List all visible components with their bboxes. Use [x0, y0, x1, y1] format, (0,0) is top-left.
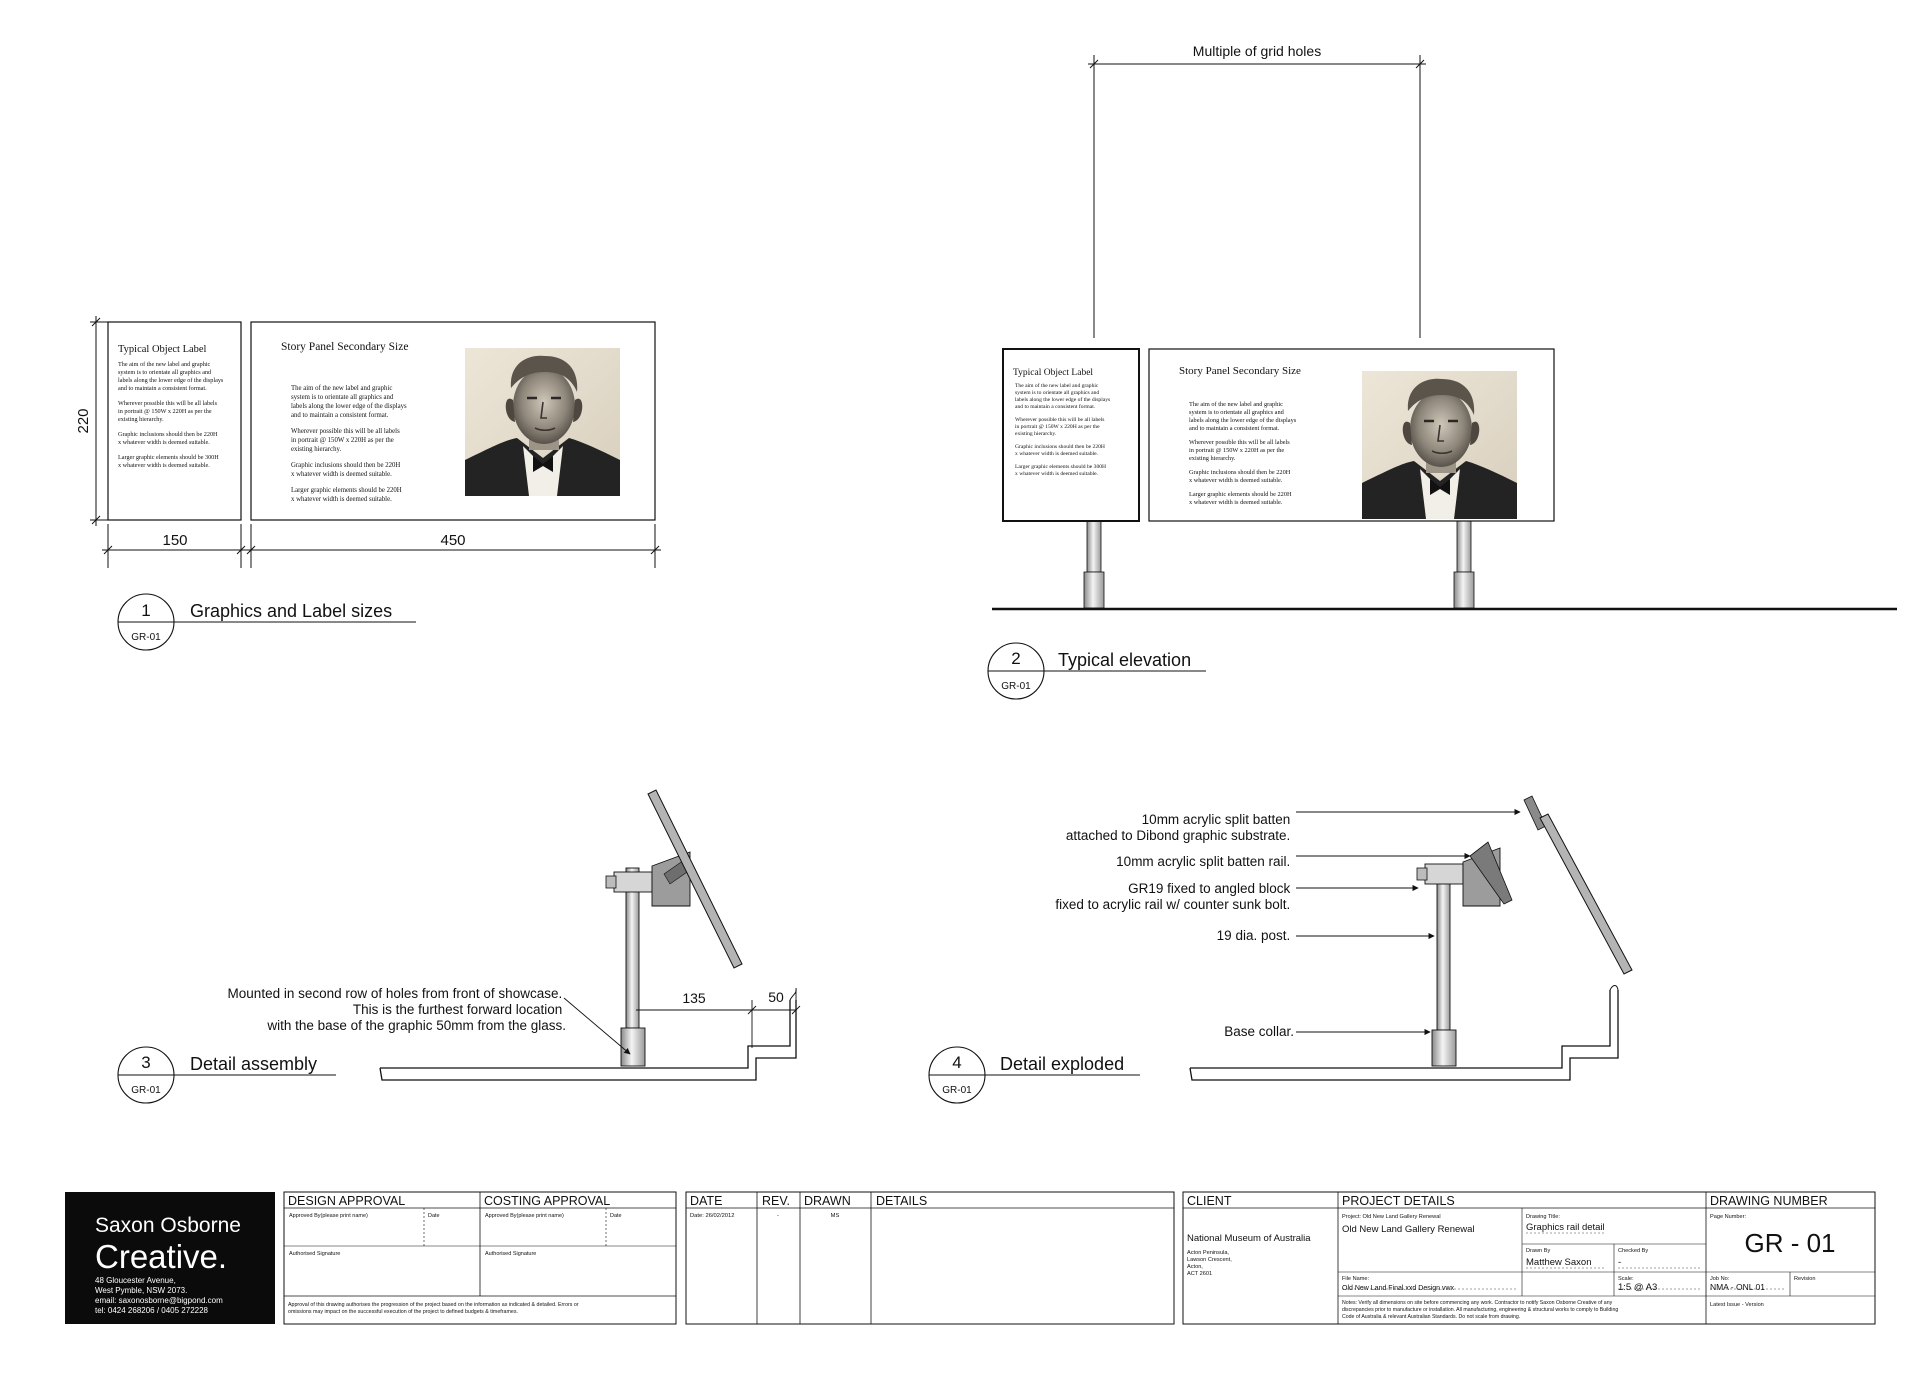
- story-panel-title: Story Panel Secondary Size: [281, 341, 409, 353]
- view-1-number: 1: [141, 601, 151, 620]
- view-3-ref: GR-01: [131, 1085, 161, 1096]
- view-4-ref: GR-01: [942, 1085, 972, 1096]
- drawing-number: GR - 01: [1744, 1228, 1836, 1258]
- view-2-dimension: [1088, 55, 1426, 338]
- view-2-number: 2: [1011, 649, 1021, 668]
- elevation-post-right: [1454, 520, 1474, 608]
- elevation-label-body: The aim of the new label and graphic system is to orientate all graphics and labels along the lower edge of the displays and to maintain a consistent format. Wherever possible this will be all labels in portrait @ 150W x 220H as per the existing hierarchy. Graphic inclusions should then be 220H x whatever width is deemed suitable. Larger graphic elements should be 300H x whatever width is deemed suitable.: [1015, 383, 1111, 477]
- file-name: Old New Land Final.xxd Design.vwx: [1342, 1285, 1455, 1292]
- revision-header-rev: REV.: [762, 1194, 791, 1208]
- dim-width-450: 450: [440, 532, 466, 549]
- design-approval-header: DESIGN APPROVAL: [288, 1194, 406, 1208]
- revision-row-drawn: MS: [830, 1213, 840, 1219]
- object-label-panel: [108, 322, 241, 520]
- project-label: Project: Old New Land Gallery Renewal: [1342, 1214, 1441, 1220]
- title-block: [65, 1192, 1875, 1324]
- drawn-by-label: Drawn By: [1526, 1248, 1551, 1254]
- assembly-clamp: [614, 872, 652, 892]
- revision-label: Revision: [1794, 1276, 1816, 1282]
- design-date-label: Date: [428, 1213, 440, 1219]
- view-4-number: 4: [952, 1053, 962, 1072]
- revision-header-details: DETAILS: [876, 1194, 928, 1208]
- story-panel-body: The aim of the new label and graphic system is to orientate all graphics and labels along the lower edge of the displays and to maintain a consistent format. Wherever possible this will be all labels in portrait @ 150W x 220H as per the existing hierarchy. Graphic inclusions should then be 220H x whatever width is deemed suitable. Larger graphic elements should be 220H x whatever width is deemed suitable.: [291, 385, 407, 503]
- view-2-typical-elevation: [988, 43, 1897, 699]
- scale-label: Scale:: [1618, 1276, 1634, 1282]
- project-details-header: PROJECT DETAILS: [1342, 1194, 1455, 1208]
- object-label-title: Typical Object Label: [118, 344, 207, 355]
- view-1-title: Graphics and Label sizes: [190, 601, 393, 621]
- job-no-label: Job No:: [1710, 1276, 1730, 1282]
- view-2-title: Typical elevation: [1058, 650, 1192, 670]
- drawing-title: Graphics rail detail: [1526, 1222, 1605, 1233]
- view-3-number: 3: [141, 1053, 151, 1072]
- client-name: National Museum of Australia: [1187, 1233, 1311, 1244]
- story-panel: [251, 322, 655, 520]
- costing-signature-label: Authorised Signature: [485, 1251, 537, 1257]
- elevation-portrait-image: [1362, 371, 1517, 519]
- elevation-story-body: The aim of the new label and graphic system is to orientate all graphics and labels along the lower edge of the displays and to maintain a consistent format. Wherever possible this will be all labels in portrait @ 150W x 220H as per the existing hierarchy. Graphic inclusions should then be 220H x whatever width is deemed suitable. Larger graphic elements should be 220H x whatever width is deemed suitable.: [1189, 401, 1297, 506]
- assembly-note-leader: [564, 998, 630, 1054]
- revision-header-date: DATE: [690, 1194, 723, 1208]
- exploded-graphic-panel: [1540, 814, 1632, 974]
- revision-row-rev: -: [777, 1213, 779, 1219]
- exploded-callouts: 10mm acrylic split batten attached to Dibond graphic substrate. 10mm acrylic split batten rail. GR19 fixed to angled block fixed to acrylic rail w/ counter sunk bolt. 19 dia. post. Base collar.: [1055, 812, 1294, 1039]
- logo-line-2: Creative.: [95, 1238, 228, 1275]
- company-logo-block: [65, 1192, 275, 1324]
- file-name-label: File Name:: [1342, 1276, 1370, 1282]
- costing-date-label: Date: [610, 1213, 622, 1219]
- exploded-clamp: [1425, 864, 1463, 884]
- elevation-story-panel: [1149, 349, 1554, 521]
- drawn-by: Matthew Saxon: [1526, 1257, 1592, 1268]
- view-1-callout: [118, 594, 416, 650]
- scale-value: 1:5 @ A3: [1618, 1282, 1658, 1293]
- elevation-story-title: Story Panel Secondary Size: [1179, 365, 1301, 377]
- design-signature-label: Authorised Signature: [289, 1251, 341, 1257]
- dim-135: 135: [682, 990, 706, 1006]
- costing-approved-by-label: Approved By(please print name): [485, 1213, 564, 1219]
- logo-address: 48 Gloucester Avenue, West Pymble, NSW 2073. email: saxonosborne@bigpond.com tel: 0424 268206 / 0405 272228: [95, 1276, 223, 1315]
- elevation-object-label: [1003, 349, 1139, 521]
- job-no: NMA - ONL 01: [1710, 1282, 1765, 1292]
- exploded-base-collar: [1432, 1030, 1456, 1066]
- object-label-body: The aim of the new label and graphic system is to orientate all graphics and labels along the lower edge of the displays and to maintain a consistent format. Wherever possible this will be all labels in portrait @ 150W x 220H as per the existing hierarchy. Graphic inclusions should then be 220H x whatever width is deemed suitable. Larger graphic elements should be 300H x whatever width is deemed suitable.: [118, 361, 224, 469]
- approval-disclaimer: Approval of this drawing authorises the progression of the project based on the information as indicated & detailed. Errors or omissions may impact on the successful execution of the project to defined budgets & timeframes.: [288, 1302, 579, 1315]
- view-3-detail-assembly: [118, 790, 800, 1103]
- checked-by: -: [1618, 1257, 1622, 1268]
- view-1-ref: GR-01: [131, 632, 161, 643]
- project-name: Old New Land Gallery Renewal: [1342, 1224, 1475, 1235]
- checked-by-label: Checked By: [1618, 1248, 1649, 1254]
- dim-width-150: 150: [162, 532, 188, 549]
- design-approved-by-label: Approved By(please print name): [289, 1213, 368, 1219]
- latest-issue: Latest Issue - Version: [1710, 1302, 1764, 1308]
- revision-row-date: Date: 26/02/2012: [690, 1213, 735, 1219]
- costing-approval-header: COSTING APPROVAL: [484, 1194, 611, 1208]
- client-header: CLIENT: [1187, 1194, 1232, 1208]
- elevation-post-left: [1084, 520, 1104, 608]
- view-3-callout: [118, 1047, 336, 1103]
- elevation-label-title: Typical Object Label: [1013, 368, 1094, 378]
- view-4-title: Detail exploded: [1000, 1054, 1125, 1074]
- dim-multiple-of-grid-holes: Multiple of grid holes: [1192, 43, 1322, 59]
- assembly-base-collar: [621, 1028, 645, 1066]
- drawing-title-label: Drawing Title:: [1526, 1214, 1560, 1220]
- view-1-graphics-and-label-sizes: [75, 316, 661, 650]
- client-address: Acton Peninsula, Lawson Crescent, Acton, ACT 2601: [1187, 1250, 1232, 1277]
- project-notes: Notes: Verify all dimensions on site before commencing any work. Contractor to notify Saxon Osborne Creative of any discrepancies prior to manufacture or installation. All manufacturing, engineering & structural works to comply to Building Code of Australia & relevant Australian Standards. Do not scale from drawing.: [1342, 1300, 1619, 1320]
- view-2-ref: GR-01: [1001, 681, 1031, 692]
- dim-50: 50: [768, 989, 784, 1005]
- view-3-title: Detail assembly: [190, 1054, 318, 1074]
- assembly-note: Mounted in second row of holes from front of showcase. This is the furthest forward location with the base of the graphic 50mm from the glass.: [227, 986, 566, 1033]
- drawing-number-header: DRAWING NUMBER: [1710, 1194, 1828, 1208]
- exploded-post: [1437, 880, 1450, 1030]
- exploded-split-batten: [1524, 796, 1546, 830]
- portrait-image: [465, 348, 620, 496]
- view-4-detail-exploded: [929, 796, 1632, 1103]
- view-2-callout: [988, 643, 1206, 699]
- revision-header-drawn: DRAWN: [804, 1194, 851, 1208]
- logo-line-1: Saxon Osborne: [95, 1214, 241, 1237]
- page-number-label: Page Number:: [1710, 1214, 1747, 1220]
- dim-height-220: 220: [75, 408, 92, 434]
- revisions-box: [686, 1192, 1174, 1324]
- view-4-callout: [929, 1047, 1140, 1103]
